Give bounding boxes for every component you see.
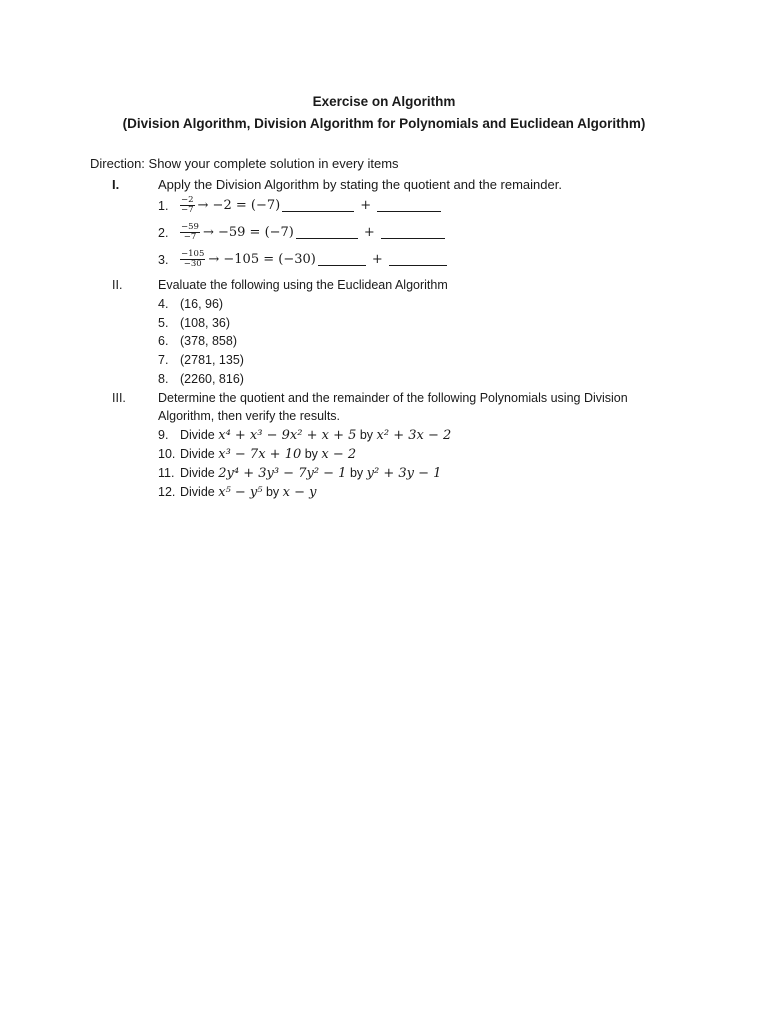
section-3-instruction-line-1: Determine the quotient and the remainder of the following Polynomials using Division: [158, 391, 628, 405]
item-number: 11.: [158, 466, 175, 480]
fraction-denominator: −7: [183, 232, 197, 242]
by-label: by: [265, 485, 280, 499]
number-pair: (16, 96): [180, 297, 224, 311]
number-pair: (108, 36): [180, 316, 231, 330]
remainder-blank[interactable]: [381, 226, 445, 239]
list-item: [158, 334, 237, 348]
page-subtitle: (Division Algorithm, Division Algorithm for Polynomials and Euclidean Algorithm): [122, 116, 646, 131]
item-number: 3.: [158, 252, 169, 267]
item-number: 5.: [158, 316, 169, 330]
dividend: 2y⁴ + 3y³ − 7y² − 1: [218, 466, 347, 481]
fraction-numerator: −105: [181, 249, 205, 259]
quotient-blank[interactable]: [318, 253, 366, 266]
list-item: [158, 466, 441, 481]
dividend: x⁵ − y⁵: [218, 485, 263, 500]
by-label: by: [359, 428, 374, 442]
fraction: [180, 196, 195, 215]
divide-label: Divide: [180, 485, 215, 499]
divisor: x² + 3x − 2: [376, 428, 452, 443]
divisor: x − y: [282, 485, 317, 500]
by-label: by: [349, 466, 364, 480]
section-2-instruction: Evaluate the following using the Euclidean Algorithm: [158, 278, 448, 292]
item-number: 12.: [158, 485, 176, 499]
item-number: 9.: [158, 428, 169, 442]
dividend: x³ − 7x + 10: [218, 447, 302, 462]
section-1-instruction: Apply the Division Algorithm by stating the quotient and the remainder.: [158, 177, 562, 192]
list-item: [158, 447, 356, 462]
item-number: 10.: [158, 447, 176, 461]
item-number: 1.: [158, 198, 169, 213]
by-label: by: [304, 447, 318, 461]
direction-text: Direction: Show your complete solution in every items: [90, 156, 399, 171]
list-item: [158, 223, 447, 242]
number-pair: (2781, 135): [180, 353, 244, 367]
item-number: 2.: [158, 225, 169, 240]
list-item: [158, 196, 443, 215]
item-number: 4.: [158, 297, 169, 311]
item-number: 7.: [158, 353, 169, 367]
fraction: [180, 250, 205, 269]
divide-label: Divide: [180, 466, 215, 480]
list-item: [158, 297, 223, 311]
divisor: x − 2: [321, 447, 357, 462]
item-number: 8.: [158, 372, 169, 386]
page-title: Exercise on Algorithm: [312, 94, 456, 109]
quotient-blank[interactable]: [296, 226, 358, 239]
section-1-numeral: I.: [112, 177, 120, 192]
fraction-denominator: −30: [183, 259, 202, 269]
section-3-numeral: III.: [112, 391, 126, 405]
list-item: [158, 428, 451, 443]
list-item: [158, 250, 449, 269]
section-2-numeral: II.: [112, 278, 123, 292]
list-item: [158, 485, 317, 500]
division-expression: → −59 = (−7): [202, 225, 294, 240]
remainder-blank[interactable]: [377, 199, 441, 212]
fraction-numerator: −2: [181, 195, 194, 205]
list-item: [158, 372, 244, 386]
plus-sign: +: [371, 252, 383, 267]
divide-label: Divide: [180, 447, 215, 461]
section-3-instruction-line-2: Algorithm, then verify the results.: [158, 409, 341, 423]
fraction-denominator: −7: [181, 205, 194, 215]
divide-label: Divide: [180, 428, 215, 442]
remainder-blank[interactable]: [389, 253, 447, 266]
divisor: y² + 3y − 1: [366, 466, 442, 481]
fraction-numerator: −59: [181, 222, 199, 232]
item-number: 6.: [158, 334, 169, 348]
division-expression: → −2 = (−7): [197, 198, 281, 213]
list-item: [158, 353, 244, 367]
plus-sign: +: [363, 225, 375, 240]
plus-sign: +: [360, 198, 372, 213]
dividend: x⁴ + x³ − 9x² + x + 5: [218, 428, 357, 443]
fraction: [180, 223, 200, 242]
list-item: [158, 316, 230, 330]
division-expression: → −105 = (−30): [208, 252, 316, 267]
number-pair: (378, 858): [180, 334, 237, 348]
number-pair: (2260, 816): [180, 372, 244, 386]
quotient-blank[interactable]: [282, 199, 354, 212]
